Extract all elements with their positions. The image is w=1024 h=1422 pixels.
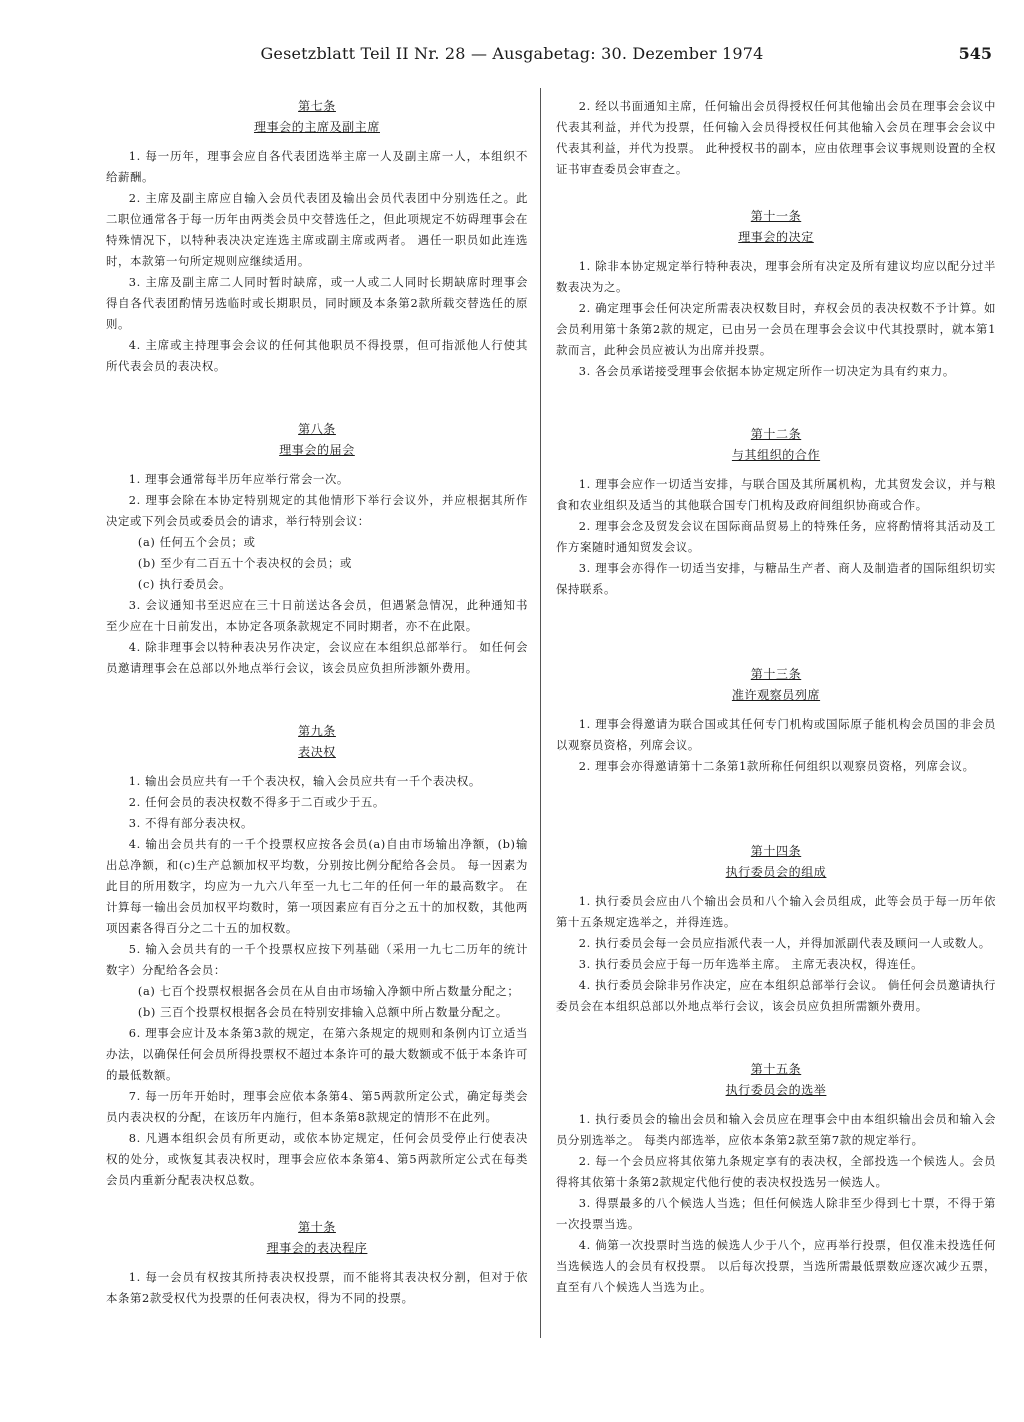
- header-title: Gesetzblatt Teil II Nr. 28 — Ausgabetag: 30. Dezember 1974: [260, 44, 764, 63]
- spacer: [556, 1017, 996, 1059]
- sub-item: (b) 三百个投票权根据各会员在特别安排输入总额中所占数量分配之。: [137, 1005, 508, 1019]
- paragraph: 1. 理事会通常每半历年应举行常会一次。: [128, 472, 349, 486]
- paragraph: 3. 得票最多的八个候选人当选；但任何候选人除非至少得到七十票，不得于第一次投票当选。: [556, 1196, 996, 1231]
- article-title: 表决权: [298, 745, 336, 759]
- paragraph: 4. 输出会员共有的一千个投票权应按各会员(a)自由市场输出净额，(b)输出总净额，和(c)生产总额加权平均数，分别按比例分配给各会员。 每一因素为此目的所用数字，均应为一九六八年至一九七二年的任何一年的最高数字。 在计算每一输出会员加权平均数时，第一项因素应有百分之五十的加权数，其他两项因素各得百分之二十五的加权数。: [106, 837, 528, 935]
- spacer: [556, 180, 996, 206]
- spacer: [106, 377, 528, 419]
- paragraph: 1. 理事会应作一切适当安排，与联合国及其所属机构，尤其贸发会议，并与粮食和农业组织及适当的其他联合国专门机构及政府间组织协商或合作。: [556, 477, 996, 512]
- left-column: [106, 96, 528, 1309]
- paragraph: 1. 执行委员会的输出会员和输入会员应在理事会中由本组织输出会员和输入会员分别选举之。 每类内部选举，应依本条第2款至第7款的规定举行。: [556, 1112, 996, 1147]
- paragraph: 2. 理事会除在本协定特别规定的其他情形下举行会议外，并应根据其所作决定或下列会员或委员会的请求，举行特别会议：: [106, 493, 528, 528]
- paragraph: 2. 经以书面通知主席，任何输出会员得授权任何其他输出会员在理事会会议中代表其利益，并代为投票，任何输入会员得授权任何其他输入会员在理事会会议中代表其利益，并代为投票。 此种授权书的副本，应由依理事会议事规则设置的全权证书审查委员会审查之。: [556, 99, 996, 176]
- spacer: [106, 1191, 528, 1217]
- paragraph: 1. 除非本协定规定举行特种表决，理事会所有决定及所有建议均应以配分过半数表决为之。: [556, 259, 996, 294]
- article-title: 执行委员会的组成: [725, 865, 827, 879]
- spacer: [106, 679, 528, 721]
- article-title: 理事会的届会: [279, 443, 355, 457]
- column-divider: [540, 88, 541, 1338]
- paragraph: 1. 每一历年，理事会应自各代表团选举主席一人及副主席一人，本组织不给薪酬。: [106, 149, 528, 184]
- article-title: 准许观察员列席: [731, 688, 821, 702]
- paragraph: 3. 执行委员会应于每一历年选举主席。 主席无表决权，得连任。: [578, 957, 924, 971]
- paragraph: 2. 确定理事会任何决定所需表决权数目时，弃权会员的表决权数不予计算。如会员利用第十条第2款的规定，已由另一会员在理事会会议中代其投票时，就本第1款而言，此种会员应被认为出席并投票。: [556, 301, 996, 357]
- paragraph: 1. 执行委员会应由八个输出会员和八个输入会员组成，此等会员于每一历年依第十五条规定选举之，并得连选。: [556, 894, 996, 929]
- article-number: 第十一条: [750, 209, 802, 223]
- spacer: [556, 777, 996, 841]
- right-column: [556, 96, 996, 1298]
- paragraph: 5. 输入会员共有的一千个投票权应按下列基础（采用一九七二历年的统计数字）分配给各会员：: [106, 942, 528, 977]
- sub-item: (c) 执行委员会。: [137, 577, 232, 591]
- paragraph: 4. 执行委员会除非另作决定，应在本组织总部举行会议。 倘任何会员邀请执行委员会在本组织总部以外地点举行会议，该会员应负担所需额外费用。: [556, 978, 996, 1013]
- page-number: 545: [958, 44, 992, 63]
- paragraph: 1. 每一会员有权按其所持表决权投票，而不能将其表决权分割，但对于依本条第2款受权代为投票的任何表决权，得为不同的投票。: [106, 1270, 528, 1305]
- article-number: 第八条: [298, 422, 336, 436]
- article-title: 理事会的主席及副主席: [253, 120, 380, 134]
- paragraph: 2. 执行委员会每一会员应指派代表一人，并得加派副代表及顾问一人或数人。: [578, 936, 991, 950]
- paragraph: 6. 理事会应计及本条第3款的规定，在第六条规定的规则和条例内订立适当办法，以确保任何会员所得投票权不超过本条许可的最大数额或不低于本条许可的最低数额。: [106, 1026, 528, 1082]
- paragraph: 2. 理事会亦得邀请第十二条第1款所称任何组织以观察员资格，列席会议。: [578, 759, 975, 773]
- paragraph: 7. 每一历年开始时，理事会应依本条第4、第5两款所定公式，确定每类会员内表决权的分配，在该历年内施行，但本条第8款规定的情形不在此列。: [106, 1089, 528, 1124]
- sub-item: (b) 至少有二百五十个表决权的会员；或: [137, 556, 352, 570]
- article-title: 与其组织的合作: [731, 448, 821, 462]
- paragraph: 8. 凡遇本组织会员有所更动，或依本协定规定，任何会员受停止行使表决权的处分，或恢复其表决权时，理事会应依本条第4、第5两款所定公式在每类会员内重新分配表决权总数。: [106, 1131, 528, 1187]
- paragraph: 4. 倘第一次投票时当选的候选人少于八个，应再举行投票，但仅准未投选任何当选候选人的会员有权投票。 以后每次投票，当选所需最低票数应逐次减少五票，直至有八个候选人当选为止。: [556, 1238, 996, 1294]
- paragraph: 4. 除非理事会以特种表决另作决定，会议应在本组织总部举行。 如任何会员邀请理事会在总部以外地点举行会议，该会员应负担所涉额外费用。: [106, 640, 528, 675]
- paragraph: 3. 各会员承诺接受理事会依据本协定规定所作一切决定为具有约束力。: [578, 364, 955, 378]
- article-number: 第十五条: [750, 1062, 802, 1076]
- article-number: 第十三条: [750, 667, 802, 681]
- paragraph: 3. 主席及副主席二人同时暂时缺席，或一人或二人同时长期缺席时理事会得自各代表团酌情另选临时或长期职员，同时顾及本条第2款所载交替选任的原则。: [106, 275, 528, 331]
- article-title: 执行委员会的选举: [725, 1083, 827, 1097]
- paragraph: 1. 输出会员应共有一千个表决权，输入会员应共有一千个表决权。: [128, 774, 481, 788]
- article-number: 第十条: [298, 1220, 336, 1234]
- article-title: 理事会的表决程序: [266, 1241, 368, 1255]
- spacer: [556, 382, 996, 424]
- paragraph: 2. 主席及副主席应自输入会员代表团及输出会员代表团中分别选任之。此二职位通常各于每一历年由两类会员中交替选任之，但此项规定不妨碍理事会在特殊情况下，以特种表决决定连选主席或副主席或两者。 遇任一职员如此连选时，本款第一句所定规则应继续适用。: [106, 191, 528, 268]
- paragraph: 4. 主席或主持理事会会议的任何其他职员不得投票，但可指派他人行使其所代表会员的表决权。: [106, 338, 528, 373]
- paragraph: 2. 任何会员的表决权数不得多于二百或少于五。: [128, 795, 385, 809]
- article-number: 第九条: [298, 724, 336, 738]
- article-number: 第十二条: [750, 427, 802, 441]
- sub-item: (a) 任何五个会员；或: [137, 535, 256, 549]
- paragraph: 2. 理事会念及贸发会议在国际商品贸易上的特殊任务，应将酌情将其活动及工作方案随时通知贸发会议。: [556, 519, 996, 554]
- paragraph: 3. 理事会亦得作一切适当安排，与糖品生产者、商人及制造者的国际组织切实保持联系。: [556, 561, 996, 596]
- spacer: [556, 600, 996, 664]
- paragraph: 1. 理事会得邀请为联合国或其任何专门机构或国际原子能机构会员国的非会员以观察员资格，列席会议。: [556, 717, 996, 752]
- article-number: 第七条: [298, 99, 336, 113]
- paragraph: 3. 不得有部分表决权。: [128, 816, 254, 830]
- article-title: 理事会的决定: [738, 230, 814, 244]
- paragraph: 2. 每一个会员应将其依第九条规定享有的表决权，全部投选一个候选人。会员得将其依第十条第2款规定代他行使的表决权投选另一候选人。: [556, 1154, 996, 1189]
- sub-item: (a) 七百个投票权根据各会员在从自由市场输入净额中所占数量分配之；: [137, 984, 520, 998]
- article-number: 第十四条: [750, 844, 802, 858]
- paragraph: 3. 会议通知书至迟应在三十日前送达各会员，但遇紧急情况，此种通知书至少应在十日前发出，本协定各项条款规定不同时期者，亦不在此限。: [106, 598, 528, 633]
- page-header: [0, 44, 1024, 70]
